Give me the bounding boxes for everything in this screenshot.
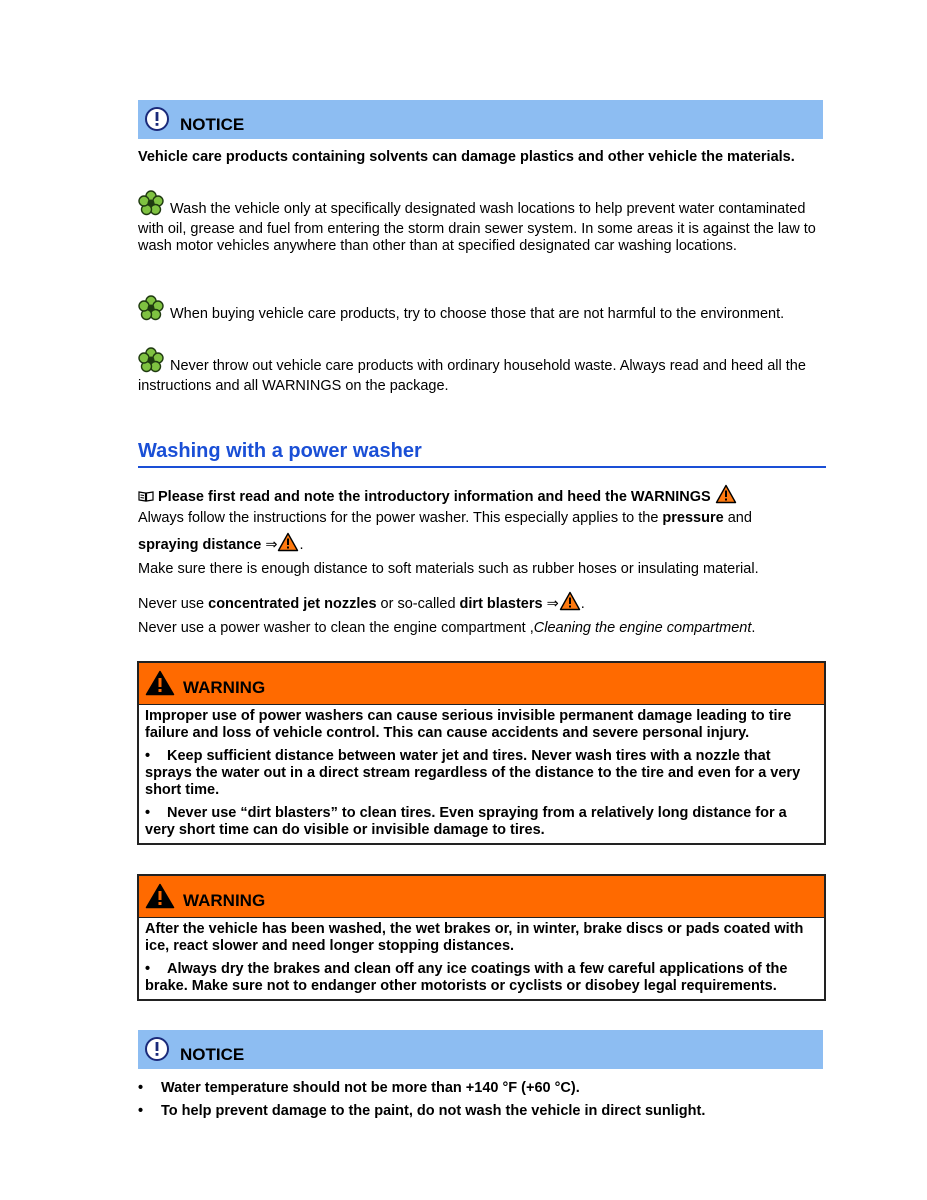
bullet: • bbox=[138, 1103, 144, 1119]
paragraph-engine bbox=[138, 620, 828, 637]
notice-header bbox=[138, 100, 823, 139]
text-bold: spraying distance bbox=[138, 537, 262, 553]
notice-title: NOTICE bbox=[180, 115, 245, 134]
warning-title: WARNING bbox=[183, 678, 266, 697]
environment-flower-icon bbox=[138, 347, 164, 378]
arrow-icon: ⇒ bbox=[265, 537, 278, 553]
notice-exclamation-icon bbox=[144, 1036, 170, 1066]
text-bold: dirt blasters bbox=[459, 596, 543, 612]
list-item bbox=[138, 1080, 828, 1097]
warning-bullet bbox=[145, 805, 818, 839]
bullet: • bbox=[145, 805, 151, 821]
warning-title: WARNING bbox=[183, 891, 266, 910]
warning-intro: After the vehicle has been washed, the wet brakes or, in winter, brake discs or pads coated with ice, react slower and need longer stopping distances. bbox=[145, 921, 804, 954]
warning-body bbox=[139, 705, 824, 843]
paragraph-spraying bbox=[138, 532, 828, 557]
environment-text: Wash the vehicle only at specifically designated wash locations to help prevent water contaminated with oil, grease and fuel from entering the storm drain sewer system. In some areas it is against the law to wash motor vehicles anywhere than other than at specified designated car washing locations. bbox=[138, 201, 816, 254]
warning-header bbox=[139, 876, 824, 918]
text: . bbox=[580, 596, 585, 612]
notice-exclamation-icon bbox=[144, 106, 170, 136]
warning-body bbox=[139, 918, 824, 999]
warning-intro: Improper use of power washers can cause serious invisible permanent damage leading to tire failure and loss of vehicle control. This can cause accidents and severe personal injury. bbox=[145, 708, 792, 741]
environment-note bbox=[138, 190, 828, 255]
warning-triangle-icon bbox=[277, 532, 299, 557]
bullet: • bbox=[145, 748, 151, 764]
notice-title: NOTICE bbox=[180, 1045, 245, 1064]
warning-bullet bbox=[145, 748, 818, 799]
bullet: • bbox=[138, 1080, 144, 1096]
text: Never use a power washer to clean the engine compartment , bbox=[138, 620, 534, 636]
cross-reference-link[interactable]: Cleaning the engine compartment bbox=[533, 620, 752, 636]
arrow-icon: ⇒ bbox=[546, 596, 559, 612]
warning-box bbox=[137, 874, 826, 1001]
warning-bullet-text: Never use “dirt blasters” to clean tires. Even spraying from a relatively long distance for a very short time can do visible or invisible damage to tires. bbox=[145, 805, 787, 838]
warning-header bbox=[139, 663, 824, 705]
bullet: • bbox=[145, 961, 151, 977]
paragraph-nozzles bbox=[138, 591, 828, 616]
text: . bbox=[751, 620, 756, 636]
warning-bullet-text: Keep sufficient distance between water jet and tires. Never wash tires with a nozzle that sprays the water out in a direct stream regardless of the distance to the tire and even for a very short time. bbox=[145, 748, 801, 798]
warning-triangle-icon bbox=[559, 591, 581, 616]
text: Never use bbox=[138, 596, 209, 612]
warning-box bbox=[137, 661, 826, 845]
warning-bullet-text: Always dry the brakes and clean off any ice coatings with a few careful applications of the brake. Make sure not to endanger other motorists or cyclists or disobey legal requirements. bbox=[145, 961, 788, 994]
paragraph-pressure bbox=[138, 510, 828, 527]
notice-list bbox=[138, 1080, 828, 1126]
text: Always follow the instructions for the power washer. This especially applies to the bbox=[138, 510, 663, 526]
text: and bbox=[723, 510, 752, 526]
book-icon bbox=[138, 490, 154, 507]
environment-note bbox=[138, 295, 828, 326]
text-bold: concentrated jet nozzles bbox=[208, 596, 377, 612]
warning-triangle-icon bbox=[145, 670, 175, 700]
warning-triangle-icon bbox=[715, 484, 737, 509]
warning-triangle-icon bbox=[145, 883, 175, 913]
section-heading: Washing with a power washer bbox=[138, 440, 826, 468]
warning-bullet bbox=[145, 961, 818, 995]
notice-text: Vehicle care products containing solvents can damage plastics and other vehicle the materials. bbox=[138, 149, 795, 165]
intro-line bbox=[138, 484, 828, 509]
list-item-text: Water temperature should not be more than +140 °F (+60 °C). bbox=[161, 1080, 580, 1096]
list-item-text: To help prevent damage to the paint, do not wash the vehicle in direct sunlight. bbox=[161, 1103, 706, 1119]
environment-flower-icon bbox=[138, 295, 164, 326]
notice-header bbox=[138, 1030, 823, 1069]
environment-note bbox=[138, 347, 828, 395]
environment-text: When buying vehicle care products, try to choose those that are not harmful to the environment. bbox=[170, 306, 785, 322]
environment-flower-icon bbox=[138, 190, 164, 221]
text-bold: pressure bbox=[662, 510, 724, 526]
text: or so-called bbox=[376, 596, 460, 612]
intro-text: Please first read and note the introductory information and heed the WARNINGS bbox=[158, 489, 711, 505]
text: . bbox=[299, 537, 304, 553]
environment-text: Never throw out vehicle care products with ordinary household waste. Always read and heed all the instructions and all WARNINGS on the package. bbox=[138, 358, 806, 394]
paragraph-distance: Make sure there is enough distance to soft materials such as rubber hoses or insulating material. bbox=[138, 561, 759, 577]
list-item bbox=[138, 1103, 828, 1120]
